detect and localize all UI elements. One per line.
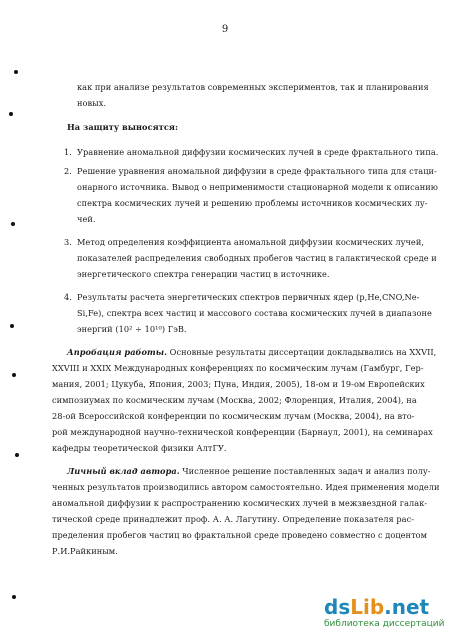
page-number: 9 bbox=[221, 24, 229, 35]
text-line: аномальной диффузии к распространению космических лучей в межзвездной галак- bbox=[52, 498, 428, 508]
text-line: мания, 2001; Цукуба, Япония, 2003; Пуна, Индия, 2005), 18-ом и 19-ом Европейских bbox=[52, 379, 425, 389]
paragraph-first-line bbox=[67, 345, 436, 360]
list-number: 1. bbox=[64, 147, 72, 157]
scan-dot bbox=[15, 453, 19, 457]
approbation-text: Основные результаты диссертации докладывались на XXVII, bbox=[167, 347, 437, 357]
text-line: Р.И.Райкиным. bbox=[52, 546, 118, 556]
text-line: как при анализе результатов современных экспериментов, так и планирования bbox=[77, 82, 429, 92]
list-item-line: энергетического спектра генерации частиц в источнике. bbox=[77, 269, 330, 279]
scan-dot bbox=[9, 112, 13, 116]
list-item-line: показателей распределения свободных пробегов частиц в галактической среде и bbox=[77, 253, 437, 263]
watermark-brand bbox=[324, 595, 429, 619]
text-line: симпозиумах по космическим лучам (Москва, 2002; Флоренция, Италия, 2004), на bbox=[52, 395, 417, 405]
list-item-line: Решение уравнения аномальной диффузии в среде фрактального типа для стаци- bbox=[77, 166, 437, 176]
scan-dot bbox=[11, 222, 15, 226]
list-item-line: спектра космических лучей и решению проблемы источников космических лу- bbox=[77, 198, 428, 208]
text-line: 28-ой Всероссийской конференции по космическим лучам (Москва, 2004), на вто- bbox=[52, 411, 415, 421]
list-number: 3. bbox=[64, 237, 72, 247]
list-item-line: Результаты расчета энергетических спектров первичных ядер (p,He,CNO,Ne- bbox=[77, 292, 420, 302]
text-line: ченных результатов производились автором самостоятельно. Идея применения модели bbox=[52, 482, 440, 492]
list-number: 4. bbox=[64, 292, 72, 302]
list-item-line: Si,Fe), спектра всех частиц и массового состава космических лучей в диапазоне bbox=[77, 308, 432, 318]
contribution-heading: Личный вклад автора. bbox=[67, 466, 180, 476]
paragraph-first-line bbox=[67, 464, 431, 479]
scan-dot bbox=[10, 324, 14, 328]
contribution-text: Численное решение поставленных задач и анализ полу- bbox=[179, 466, 431, 476]
list-item-line: энергий (10² ÷ 10¹⁰) ГэВ. bbox=[77, 324, 187, 334]
approbation-heading: Апробация работы. bbox=[67, 347, 168, 357]
list-number: 2. bbox=[64, 166, 72, 176]
text-line: XXVIII и XXIX Международных конференциях по космическим лучам (Гамбург, Гер- bbox=[52, 363, 424, 373]
brand-net: .net bbox=[384, 595, 430, 619]
list-item-line: онарного источника. Вывод о неприменимости стационарной модели к описанию bbox=[77, 182, 438, 192]
dslib-watermark[interactable] bbox=[324, 595, 445, 635]
scan-dot bbox=[14, 70, 18, 74]
brand-ds: ds bbox=[324, 595, 351, 619]
scan-dot bbox=[12, 373, 16, 377]
text-line: кафедры теоретической физики АлтГУ. bbox=[52, 443, 227, 453]
brand-lib: Lib bbox=[350, 595, 385, 619]
watermark-subtitle: библиотека диссертаций bbox=[324, 619, 445, 629]
text-line: рой международной научно-технической конференции (Барнаул, 2001), на семинарах bbox=[52, 427, 433, 437]
text-line: тической среде принадлежит проф. А. А. Лагутину. Определение показателя рас- bbox=[52, 514, 415, 524]
section-heading: На защиту выносятся: bbox=[67, 122, 179, 132]
scan-dot bbox=[12, 595, 16, 599]
text-line: новых. bbox=[77, 98, 107, 108]
list-item-line: Метод определения коэффициента аномальной диффузии космических лучей, bbox=[77, 237, 424, 247]
list-item-line: чей. bbox=[77, 214, 96, 224]
text-line: пределения пробегов частиц во фрактальной среде проведено совместно с доцентом bbox=[52, 530, 428, 540]
list-item-line: Уравнение аномальной диффузии космических лучей в среде фрактального типа. bbox=[77, 147, 439, 157]
